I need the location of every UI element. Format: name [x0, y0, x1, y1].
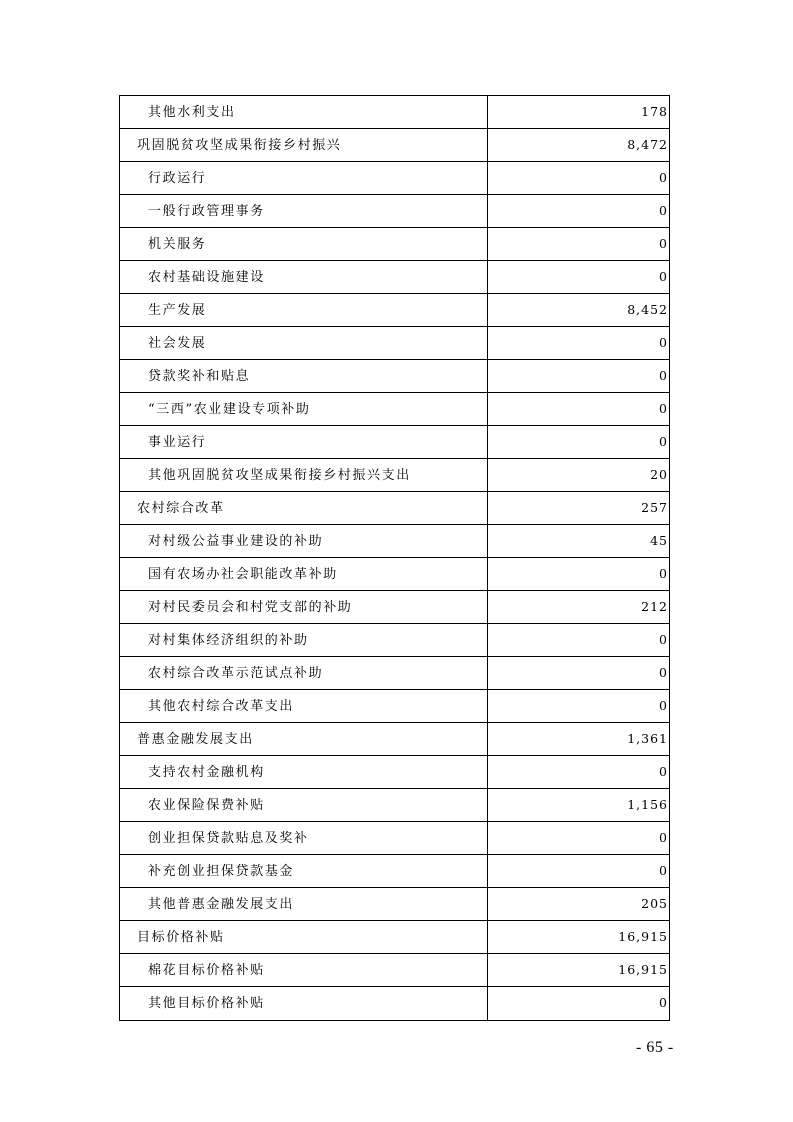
table-row: [120, 789, 670, 822]
table-row: [120, 756, 670, 789]
category-name-cell: 目标价格补贴: [120, 921, 488, 954]
table-row: [120, 459, 670, 492]
amount-cell: 1,361: [488, 723, 670, 756]
item-name-cell: 棉花目标价格补贴: [120, 954, 488, 987]
table-row: [120, 855, 670, 888]
amount-cell: 0: [488, 558, 670, 591]
amount-cell: 0: [488, 657, 670, 690]
item-name-cell: 其他农村综合改革支出: [120, 690, 488, 723]
table-row: [120, 228, 670, 261]
amount-cell: 0: [488, 162, 670, 195]
item-name-cell: 创业担保贷款贴息及奖补: [120, 822, 488, 855]
amount-cell: 0: [488, 756, 670, 789]
amount-cell: 0: [488, 624, 670, 657]
item-name-cell: 农业保险保费补贴: [120, 789, 488, 822]
category-name-cell: 普惠金融发展支出: [120, 723, 488, 756]
item-name-cell: 农村综合改革示范试点补助: [120, 657, 488, 690]
item-name-cell: 对村级公益事业建设的补助: [120, 525, 488, 558]
item-name-cell: 农村基础设施建设: [120, 261, 488, 294]
amount-cell: 0: [488, 360, 670, 393]
amount-cell: 0: [488, 426, 670, 459]
table-row: [120, 195, 670, 228]
amount-cell: 205: [488, 888, 670, 921]
item-name-cell: 贷款奖补和贴息: [120, 360, 488, 393]
amount-cell: 0: [488, 195, 670, 228]
amount-cell: 20: [488, 459, 670, 492]
expenditure-table: [119, 95, 670, 1021]
table-row: [120, 690, 670, 723]
amount-cell: 8,452: [488, 294, 670, 327]
table-row: [120, 294, 670, 327]
table-row: [120, 393, 670, 426]
amount-cell: 16,915: [488, 921, 670, 954]
amount-cell: 0: [488, 690, 670, 723]
item-name-cell: 国有农场办社会职能改革补助: [120, 558, 488, 591]
amount-cell: 0: [488, 228, 670, 261]
table-row: [120, 954, 670, 987]
item-name-cell: 其他目标价格补贴: [120, 987, 488, 1021]
amount-cell: 0: [488, 327, 670, 360]
item-name-cell: 其他水利支出: [120, 96, 488, 129]
item-name-cell: 事业运行: [120, 426, 488, 459]
item-name-cell: 补充创业担保贷款基金: [120, 855, 488, 888]
table-row: [120, 822, 670, 855]
item-name-cell: 对村民委员会和村党支部的补助: [120, 591, 488, 624]
amount-cell: 212: [488, 591, 670, 624]
table-row: [120, 96, 670, 129]
amount-cell: 1,156: [488, 789, 670, 822]
amount-cell: 0: [488, 855, 670, 888]
amount-cell: 16,915: [488, 954, 670, 987]
table-row: [120, 129, 670, 162]
item-name-cell: 机关服务: [120, 228, 488, 261]
item-name-cell: 支持农村金融机构: [120, 756, 488, 789]
table-row: [120, 360, 670, 393]
item-name-cell: 行政运行: [120, 162, 488, 195]
table-row: [120, 723, 670, 756]
amount-cell: 0: [488, 822, 670, 855]
amount-cell: 0: [488, 393, 670, 426]
item-name-cell: 对村集体经济组织的补助: [120, 624, 488, 657]
amount-cell: 45: [488, 525, 670, 558]
item-name-cell: 其他巩固脱贫攻坚成果衔接乡村振兴支出: [120, 459, 488, 492]
table-row: [120, 558, 670, 591]
table-row: [120, 327, 670, 360]
item-name-cell: “三西”农业建设专项补助: [120, 393, 488, 426]
table-row: [120, 888, 670, 921]
item-name-cell: 生产发展: [120, 294, 488, 327]
amount-cell: 0: [488, 987, 670, 1021]
item-name-cell: 社会发展: [120, 327, 488, 360]
table-row: [120, 921, 670, 954]
table-row: [120, 492, 670, 525]
table-row: [120, 657, 670, 690]
amount-cell: 257: [488, 492, 670, 525]
amount-cell: 0: [488, 261, 670, 294]
category-name-cell: 巩固脱贫攻坚成果衔接乡村振兴: [120, 129, 488, 162]
item-name-cell: 一般行政管理事务: [120, 195, 488, 228]
amount-cell: 8,472: [488, 129, 670, 162]
table-row: [120, 162, 670, 195]
table-row: [120, 261, 670, 294]
table-row: [120, 624, 670, 657]
page-number: - 65 -: [636, 1039, 674, 1056]
category-name-cell: 农村综合改革: [120, 492, 488, 525]
item-name-cell: 其他普惠金融发展支出: [120, 888, 488, 921]
table-row: [120, 591, 670, 624]
table-row: [120, 525, 670, 558]
amount-cell: 178: [488, 96, 670, 129]
table-row: [120, 987, 670, 1021]
table-row: [120, 426, 670, 459]
